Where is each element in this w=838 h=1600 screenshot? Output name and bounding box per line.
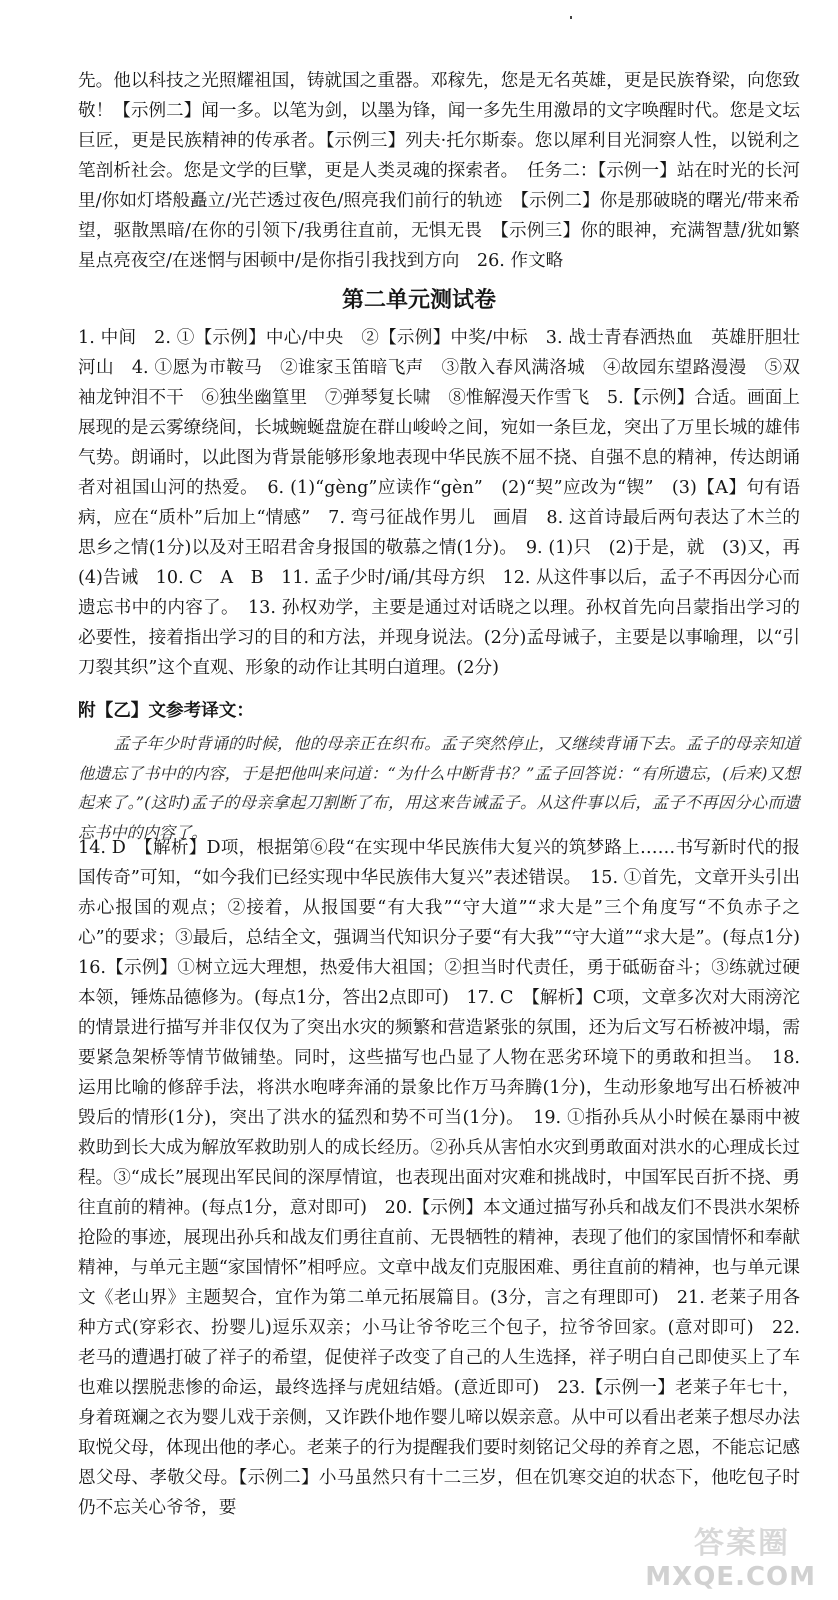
- appendix-label: 附【乙】文参考译文：: [78, 701, 254, 721]
- scan-speck: [570, 16, 572, 19]
- watermark-url: MXQE.COM: [645, 1562, 816, 1592]
- section-title: 第二单元测试卷: [341, 288, 496, 313]
- answer-block-part3: 14. D 【解析】D项，根据第⑥段“在实现中华民族伟大复兴的筑梦路上……书写新时代的报国传奇”可知，“如今我们已经实现中华民族伟大复兴”表述错误。 15. ①首先，文章开头引出赤心报国的观点；②接着，从报国要“有大我”“守大道”“求大是”三个角度写“不负赤子之心”的要求；③最后，总结全文，强调当代知识分子要“有大我”“守大道”“求大是”。(每点1分) 16.【示例】①树立远大理想，热爱伟大祖国；②担当时代责任，勇于砥砺奋斗；③练就过硬本领，锤炼品德修为。(每点1分，答出2点即可) 17. C 【解析】C项，文章多次对大雨滂沱的情景进行描写并非仅仅为了突出水灾的频繁和营造紧张的氛围，还为后文写石桥被冲塌，需要紧急架桥等情节做铺垫。同时，这些描写也凸显了人物在恶劣环境下的勇敢和担当。 18. 运用比喻的修辞手法，将洪水咆哮奔涌的景象比作万马奔腾(1分)，生动形象地写出石桥被冲毁后的情形(1分)，突出了洪水的猛烈和势不可当(1分)。 19. ①指孙兵从小时候在暴雨中被救助到长大成为解放军救助别人的成长经历。②孙兵从害怕水灾到勇敢面对洪水的心理成长过程。③“成长”展现出军民间的深厚情谊，也表现出面对灾难和挑战时，中国军民百折不挠、勇往直前的精神。(每点1分，意对即可) 20.【示例】本文通过描写孙兵和战友们不畏洪水架桥抢险的事迹，展现出孙兵和战友们勇往直前、无畏牺牲的精神，表现了他们的家国情怀和奉献精神，与单元主题“家国情怀”相呼应。文章中战友们克服困难、勇往直前的精神，也与单元课文《老山界》主题契合，宜作为第二单元拓展篇目。(3分，言之有理即可) 21. 老莱子用各种方式(穿彩衣、扮婴儿)逗乐双亲；小马让爷爷吃三个包子，拉爷爷回家。(意对即可) 22. 老马的遭遇打破了祥子的希望，促使祥子改变了自己的人生选择，祥子明白自己即使买上了车也难以摆脱悲惨的命运，最终选择与虎妞结婚。(意近即可) 23.【示例一】老莱子年七十，身着斑斓之衣为婴儿戏于亲侧，又诈跌仆地作婴儿啼以娱亲意。从中可以看出老莱子想尽办法取悦父母，体现出他的孝心。老莱子的行为提醒我们要时刻铭记父母的养育之恩，不能忘记感恩父母、孝敬父母。【示例二】小马虽然只有十二三岁，但在饥寒交迫的状态下，他吃包子时仍不忘关心爷爷，要: [78, 838, 818, 1518]
- watermark: [645, 1526, 824, 1594]
- answer-block-part2: 1. 中间 2. ①【示例】中心/中央 ②【示例】中奖/中标 3. 战士青春洒热血 英雄肝胆壮河山 4. ①愿为市鞍马 ②谁家玉笛暗飞声 ③散入春风满洛城 ④故园东望路漫漫 ⑤双袖龙钟泪不干 ⑥独坐幽篁里 ⑦弹琴复长啸 ⑧惟解漫天作雪飞 5.【示例】合适。画面上展现的是云雾缭绕间，长城蜿蜒盘旋在群山峻岭之间，宛如一条巨龙，突出了万里长城的雄伟气势。朗诵时，以此图为背景能够形象地表现中华民族不屈不挠、自强不息的精神，传达朗诵者对祖国山河的热爱。 6. (1)“gèng”应读作“gèn” (2)“契”应改为“锲” (3)【A】句有语病，应在“质朴”后加上“情感” 7. 弯弓征战作男儿 画眉 8. 这首诗最后两句表达了木兰的思乡之情(1分)以及对王昭君舍身报国的敬慕之情(1分)。 9. (1)只 (2)于是，就 (3)又，再 (4)告诫 10. C A B 11. 孟子少时/诵/其母方织 12. 从这件事以后，孟子不再因分心而遗忘书中的内容了。 13. 孙权劝学，主要是通过对话晓之以理。孙权首先向吕蒙指出学习的必要性，接着指出学习的目的和方法，并现身说法。(2分)孟母诫子，主要是以事喻理，以“引刀裂其织”这个直观、形象的动作让其明白道理。(2分): [78, 328, 818, 678]
- appendix-translation: 孟子年少时背诵的时候，他的母亲正在织布。孟子突然停止，又继续背诵下去。孟子的母亲知道他遗忘了书中的内容，于是把他叫来问道：“为什么中断背书？”孟子回答说：“有所遗忘，(后来)又想起来了。”(这时)孟子的母亲拿起刀割断了布，用这来告诫孟子。从这件事以后，孟子不再因分心而遗忘书中的内容了。: [78, 734, 800, 842]
- watermark-logo: 答案圈: [694, 1526, 790, 1561]
- answer-block-part1: 先。他以科技之光照耀祖国，铸就国之重器。邓稼先，您是无名英雄，更是民族脊梁，向您致敬！【示例二】闻一多。以笔为剑，以墨为锋，闻一多先生用激昂的文字唤醒时代。您是文坛巨匠，更是民族精神的传承者。【示例三】列夫·托尔斯泰。您以犀利目光洞察人性，以锐利之笔剖析社会。您是文学的巨擘，更是人类灵魂的探索者。 任务二：【示例一】站在时光的长河里/你如灯塔般矗立/光芒透过夜色/照亮我们前行的轨迹 【示例二】你是那破晓的曙光/带来希望，驱散黑暗/在你的引领下/我勇往直前，无惧无畏 【示例三】你的眼神，充满智慧/犹如繁星点亮夜空/在迷惘与困顿中/是你指引我找到方向 26. 作文略: [78, 71, 800, 271]
